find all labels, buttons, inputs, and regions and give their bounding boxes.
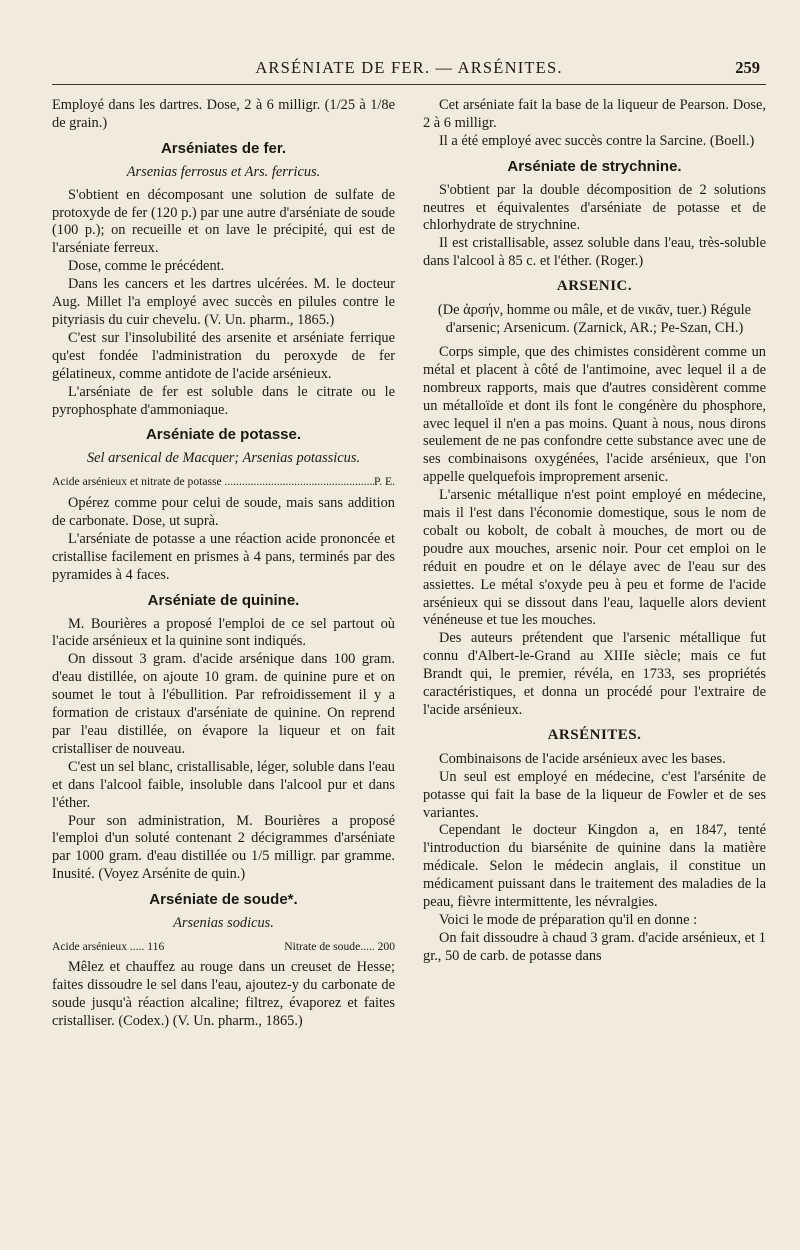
- formula-amount: P. E.: [374, 475, 395, 489]
- section-heading: Arséniate de soude*.: [149, 891, 298, 909]
- paragraph: On fait dissoudre à chaud 3 gram. d'acide arsénieux, et 1 gr., 50 de carb. de potasse dans: [423, 929, 766, 964]
- paragraph: Un seul est employé en médecine, c'est l'arsénite de potasse qui fait la base de la liqueur de Fowler et de ses variantes.: [423, 768, 766, 821]
- paragraph: Voici le mode de préparation qu'il en donne :: [439, 911, 698, 928]
- paragraph: Pour son administration, M. Bourières a proposé l'emploi d'un soluté contenant 2 décigrammes d'arséniate par 1000 gram. d'eau distillée ou 1/5 milligr. par gramme. Inusité. (Voyez Arsénite de quin.): [52, 812, 395, 883]
- right-column: [423, 97, 766, 1031]
- paragraph: Combinaisons de l'acide arsénieux avec les bases.: [439, 750, 726, 767]
- paragraph: Dose, comme le précédent.: [68, 258, 225, 275]
- formula-ingredients: Acide arsénieux et nitrate de potasse .....: [52, 473, 374, 491]
- paragraph: Cependant le docteur Kingdon a, en 1847, tenté l'introduction du biarsénite de quinine dans la matière médicale. Selon le médecin anglais, il constitue un médicament puissant dans le traitement des maladies de la peau, fièvre intermittente, les névralgies.: [423, 822, 766, 911]
- formula-ingredient: Acide arsénieux ..... 116: [52, 939, 165, 953]
- paragraph: Des auteurs prétendent que l'arsenic métallique fut connu d'Albert-le-Grand au XIIIe siècle; mais ce fut Brandt qui, le premier, révéla, en 1733, ses propriétés caractéristiques, et donna un procédé pour l'extraire de l'acide arsénieux.: [423, 630, 766, 718]
- latin-name: Arsenias sodicus.: [173, 915, 274, 932]
- paragraph: Il est cristallisable, assez soluble dans l'eau, très-soluble dans l'alcool à 85 c. et l'éther. (Roger.): [423, 235, 766, 270]
- left-column: [52, 97, 395, 1031]
- paragraph: L'arséniate de fer est soluble dans le citrate ou le pyrophosphate d'ammoniaque.: [52, 383, 395, 418]
- paragraph: L'arséniate de potasse a une réaction acide prononcée et cristallise facilement en prismes à 4 pans, terminés par des pyramides à 4 faces.: [52, 530, 395, 583]
- etymology: (De ἀρσήν, homme ou mâle, et de νικᾶν, tuer.) Régule d'arsenic; Arsenicum. (Zarnick, AR.; Pe-Szan, CH.): [437, 302, 752, 336]
- running-head: [52, 54, 766, 85]
- paragraph: Opérez comme pour celui de soude, mais sans addition de carbonate. Dose, ut suprà.: [52, 495, 395, 530]
- section-heading: Arséniate de quinine.: [147, 591, 300, 609]
- paragraph: Dans les cancers et les dartres ulcérées. M. le docteur Aug. Millet l'a employé avec succès en pilules contre le pityriasis du cuir chevelu. (V. Un. pharm., 1865.): [52, 276, 395, 328]
- running-title: ARSÉNIATE DE FER. — ARSÉNITES.: [255, 58, 563, 77]
- paragraph: Corps simple, que des chimistes considèrent comme un métal et placent à côté de l'antimoine, avec lequel il a de nombreux rapports, mais que d'autres considèrent comme un métalloïde et dont ils font le congénère du phosphore, avec lequel il n'en a pas moins. Quant à nous, nous dirons seulement de ne pas confondre cette substance avec une de ses combinaisons oxygénées, l'acide arsénieux, que l'on appelle quelquefois improprement arsenic.: [423, 343, 766, 486]
- paragraph: On dissout 3 gram. d'acide arsénique dans 100 gram. d'eau distillée, on ajoute 10 gram. de quinine pure et on soumet le tout à l'ébullition. Par refroidissement il y a formation de cristaux d'arséniate de quinine. On reprend par l'eau distillée, on évapore la liqueur et on fait cristalliser de nouveau.: [52, 651, 395, 757]
- latin-name: Sel arsenical de Macquer; Arsenias potassicus.: [86, 450, 361, 467]
- page-number: 259: [735, 58, 760, 77]
- paragraph: Cet arséniate fait la base de la liqueur de Pearson. Dose, 2 à 6 milligr.: [423, 97, 766, 131]
- paragraph: C'est sur l'insolubilité des arsenite et arséniate ferrique qu'est fondée l'administration du peroxyde de fer gélatineux, comme antidote de l'acide arsénieux.: [52, 329, 395, 382]
- section-heading: Arséniate de potasse.: [145, 426, 302, 444]
- formula-line: [52, 473, 395, 491]
- paragraph: Mêlez et chauffez au rouge dans un creuset de Hesse; faites dissoudre le sel dans l'eau, ajoutez-y du carbonate de soude jusqu'à réaction alcaline; filtrez, évaporez et faites cristalliser. (Codex.) (V. Un. pharm., 1865.): [52, 958, 395, 1029]
- paragraph: Il a été employé avec succès contre la Sarcine. (Boell.): [439, 132, 755, 149]
- formula-line: [52, 938, 395, 956]
- formula-ingredient: Nitrate de soude..... 200: [284, 939, 395, 953]
- paragraph: C'est un sel blanc, cristallisable, léger, soluble dans l'eau et dans l'alcool faible, insoluble dans l'alcool pur et dans l'éther.: [52, 758, 395, 811]
- latin-name: Arsenias ferrosus et Ars. ferricus.: [126, 163, 321, 180]
- section-heading: Arséniate de strychnine.: [507, 157, 682, 175]
- text-columns: [52, 97, 766, 1031]
- paragraph: L'arsenic métallique n'est point employé en médecine, mais il l'est dans l'économie domestique, sous le nom de cobalt ou kobolt, de cobalt à mouches, de mort ou de poudre aux mouches, arsenic noir. Pour cet emploi on le réduit en poudre et on le délaye avec de l'eau sur des assiettes. Le métal s'oxyde peu à peu et forme de l'acide arsénieux qui se dissout dans l'eau, laquelle alors devient vénéneuse et tue les mouches.: [423, 487, 766, 629]
- section-heading: ARSÉNITES.: [547, 726, 642, 743]
- paragraph: M. Bourières a proposé l'emploi de ce sel partout où l'acide arsénieux et la quinine sont indiqués.: [52, 615, 395, 650]
- paragraph: Employé dans les dartres. Dose, 2 à 6 milligr. (1/25 à 1/8e de grain.): [52, 97, 395, 131]
- section-heading: ARSENIC.: [556, 278, 633, 295]
- section-heading: Arséniates de fer.: [160, 139, 287, 157]
- paragraph: S'obtient par la double décomposition de 2 solutions neutres et équivalentes d'arséniate de potasse et de chlorhydrate de strychnine.: [423, 181, 766, 234]
- paragraph: S'obtient en décomposant une solution de sulfate de protoxyde de fer (120 p.) par une autre d'arséniate de soude (100 p.); on recueille et on lave le précipité, qui est de l'arséniate ferreux.: [52, 186, 395, 257]
